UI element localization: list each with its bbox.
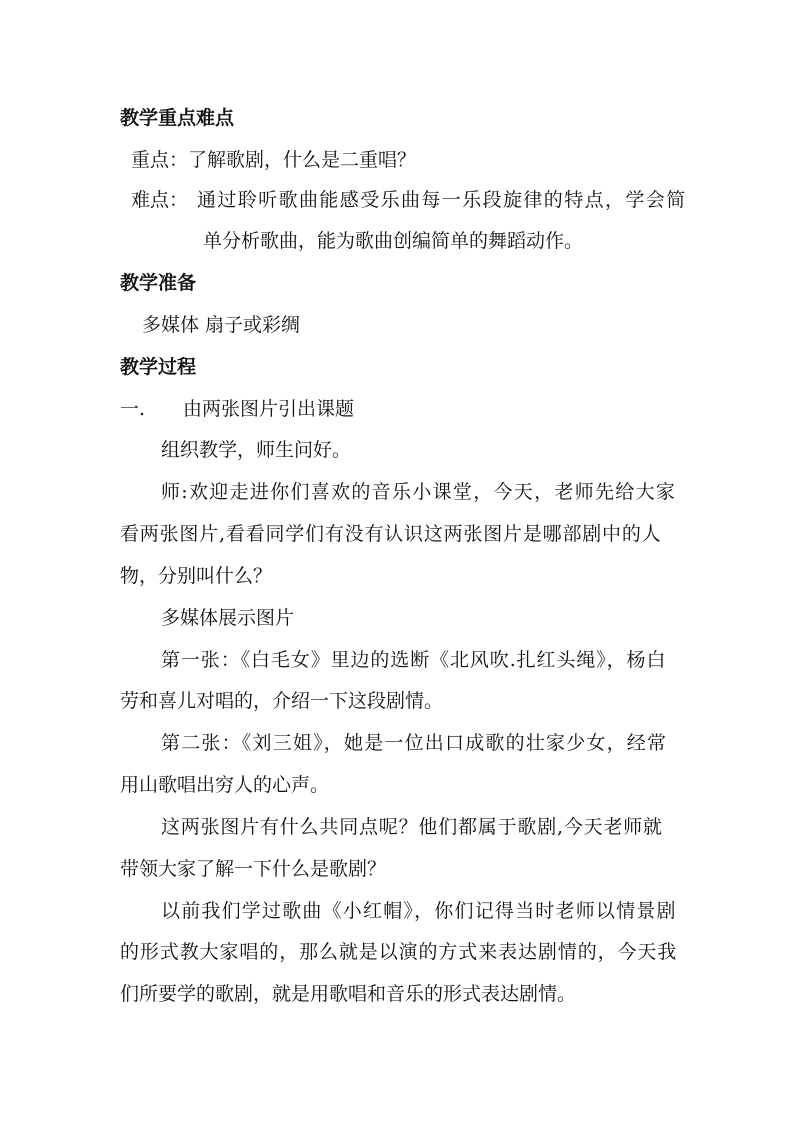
paragraph-first-image-line-1: 第一张：《白毛女》里边的选断《北风吹.扎红头绳》，杨白 xyxy=(161,649,667,671)
paragraph-intro-line-2: 看两张图片,看看同学们有没有认识这两张图片是哪部剧中的人 xyxy=(120,523,662,545)
paragraph-intro-line-3: 物，分别叫什么？ xyxy=(120,565,273,587)
paragraph-previous-line-1: 以前我们学过歌曲《小红帽》，你们记得当时老师以情景剧 xyxy=(161,900,677,922)
paragraph-common-line-1: 这两张图片有什么共同点呢？他们都属于歌剧,今天老师就 xyxy=(161,816,663,838)
paragraph-second-image-line-2: 用山歌唱出穷人的心声。 xyxy=(120,774,330,796)
paragraph-previous-line-2: 的形式教大家唱的，那么就是以演的方式来表达剧情的，今天我 xyxy=(120,941,678,963)
paragraph-media: 多媒体展示图片 xyxy=(161,607,295,629)
prep-line: 多媒体 扇子或彩绸 xyxy=(142,314,301,336)
difficulty-line-1: 通过聆听歌曲能感受乐曲每一乐段旋律的特点，学会简 xyxy=(197,189,687,211)
paragraph-common-line-2: 带领大家了解一下什么是歌剧？ xyxy=(120,858,387,880)
step-title: 由两张图片引出课题 xyxy=(183,398,355,420)
paragraph-previous-line-3: 们所要学的歌剧，就是用歌唱和音乐的形式表达剧情。 xyxy=(120,983,577,1005)
heading-teaching-process: 教学过程 xyxy=(120,356,197,378)
heading-teaching-prep: 教学准备 xyxy=(120,272,197,294)
paragraph-greeting: 组织教学，师生问好。 xyxy=(161,439,352,461)
focus-line: 重点：了解歌剧，什么是二重唱？ xyxy=(131,149,417,171)
paragraph-first-image-line-2: 劳和喜儿对唱的，介绍一下这段剧情。 xyxy=(120,690,444,712)
heading-teaching-focus: 教学重点难点 xyxy=(120,107,235,129)
step-number: 一. xyxy=(120,398,146,420)
paragraph-intro-line-1: 师:欢迎走进你们喜欢的音乐小课堂，今天，老师先给大家 xyxy=(161,481,677,503)
difficulty-label: 难点： xyxy=(131,189,189,211)
paragraph-second-image-line-1: 第二张：《刘三姐》，她是一位出口成歌的壮家少女，经常 xyxy=(161,732,668,754)
difficulty-line-2: 单分析歌曲，能为歌曲创编简单的舞蹈动作。 xyxy=(203,230,584,252)
